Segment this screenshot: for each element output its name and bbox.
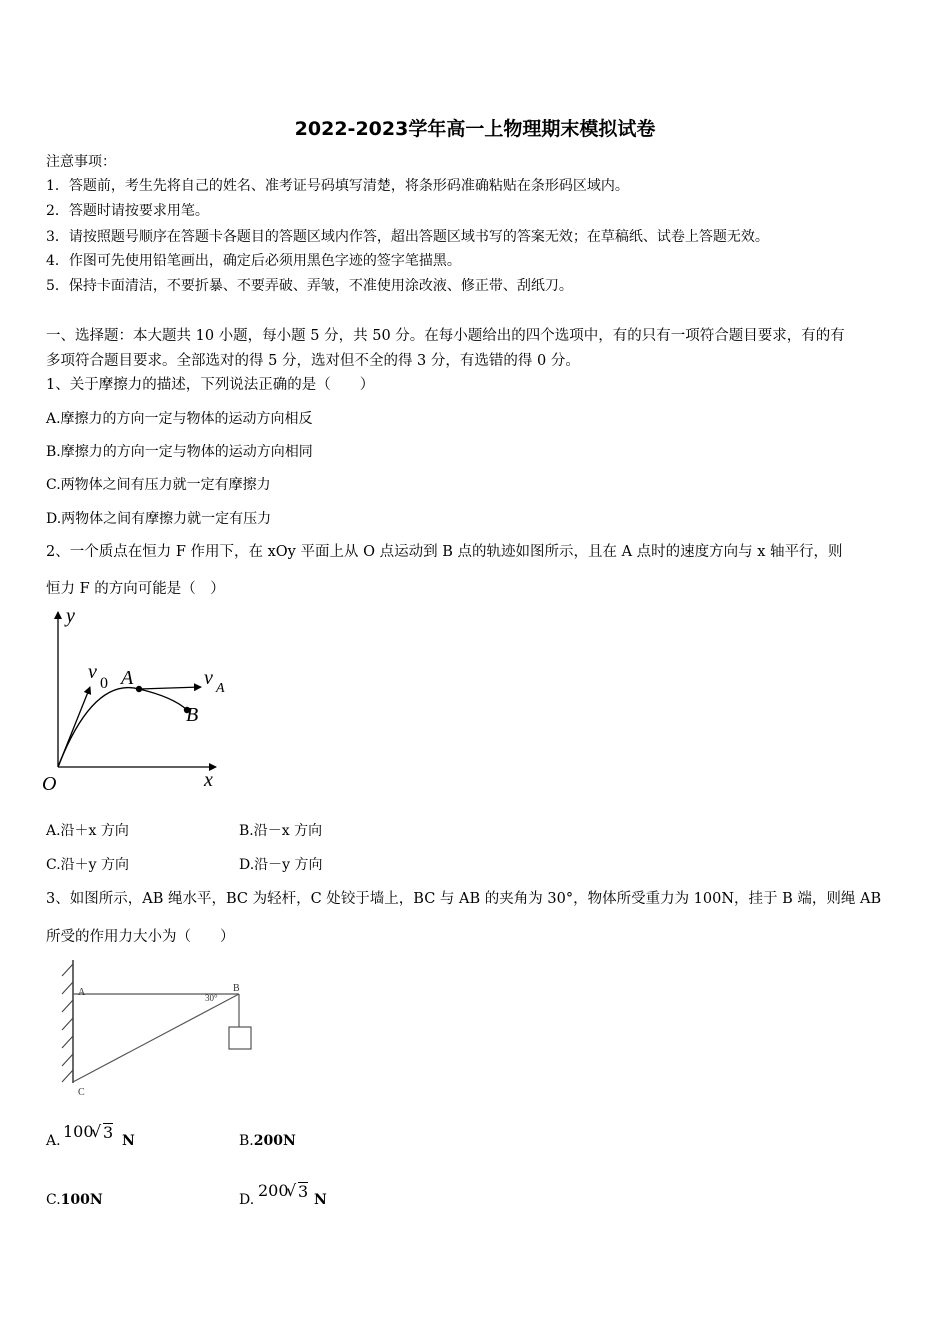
option-value: 200N bbox=[253, 1133, 296, 1149]
weight-block bbox=[229, 1027, 251, 1049]
v0-subscript: 0 bbox=[100, 675, 108, 692]
option-letter: D. bbox=[239, 1192, 255, 1208]
vA-subscript: A bbox=[216, 681, 225, 696]
label-b: B bbox=[233, 983, 240, 994]
q2-option-d: D.沿－y 方向 bbox=[239, 857, 323, 873]
q3-option-c bbox=[46, 1191, 103, 1209]
radicand: 3 bbox=[298, 1182, 309, 1201]
option-letter: C. bbox=[46, 1192, 61, 1208]
notice-item: 2．答题时请按要求用笔。 bbox=[46, 203, 209, 219]
notice-item: 4．作图可先使用铅笔画出，确定后必须用黑色字迹的签字笔描黑。 bbox=[46, 253, 461, 269]
q2-option-a: A.沿＋x 方向 bbox=[46, 823, 129, 839]
notice-item: 1．答题前，考生先将自己的姓名、准考证号码填写清楚，将条形码准确粘贴在条形码区域内。 bbox=[46, 178, 629, 194]
sqrt-symbol: √ bbox=[91, 1122, 102, 1141]
q2-option-c: C.沿＋y 方向 bbox=[46, 857, 130, 873]
b-label: B bbox=[186, 704, 199, 726]
option-coefficient: 200 bbox=[258, 1181, 289, 1200]
option-unit: N bbox=[314, 1192, 327, 1208]
v0-label: v bbox=[88, 661, 97, 683]
radicand: 3 bbox=[103, 1123, 114, 1142]
trajectory-curve bbox=[58, 688, 187, 767]
wall-hatching bbox=[62, 964, 73, 1082]
q1-option-d: D.两物体之间有摩擦力就一定有压力 bbox=[46, 511, 272, 527]
q1-option-a: A.摩擦力的方向一定与物体的运动方向相反 bbox=[46, 411, 313, 427]
rod-bc bbox=[73, 994, 239, 1082]
y-label: y bbox=[66, 605, 75, 627]
vA-label: v bbox=[204, 667, 213, 689]
question-2-stem: 恒力 F 的方向可能是（ ） bbox=[46, 581, 225, 597]
a-label: A bbox=[121, 667, 134, 689]
label-a: A bbox=[78, 987, 86, 998]
origin-label: O bbox=[42, 773, 57, 795]
notice-item: 5．保持卡面清洁，不要折暴、不要弄破、弄皱，不准使用涂改液、修正带、刮纸刀。 bbox=[46, 278, 573, 294]
notice-heading: 注意事项： bbox=[46, 154, 116, 170]
q1-option-c: C.两物体之间有压力就一定有摩擦力 bbox=[46, 477, 271, 493]
option-value: 100N bbox=[60, 1192, 103, 1208]
section-intro: 多项符合题目要求。全部选对的得 5 分，选对但不全的得 3 分，有选错的得 0 分。 bbox=[46, 353, 580, 369]
page-title: 2022-2023学年高一上物理期末模拟试卷 bbox=[294, 118, 656, 140]
vA-arrow bbox=[139, 687, 201, 689]
question-1-stem: 1、关于摩擦力的描述，下列说法正确的是（ ） bbox=[46, 377, 375, 393]
q1-option-b: B.摩擦力的方向一定与物体的运动方向相同 bbox=[46, 444, 313, 460]
sqrt-symbol: √ bbox=[286, 1181, 297, 1200]
point-a bbox=[136, 686, 142, 692]
option-coefficient: 100 bbox=[63, 1122, 94, 1141]
trajectory-figure bbox=[38, 602, 238, 802]
x-label: x bbox=[204, 769, 213, 791]
label-c: C bbox=[78, 1087, 85, 1098]
question-3-stem: 3、如图所示，AB 绳水平，BC 为轻杆，C 处铰于墙上，BC 与 AB 的夹角为 30°，物体所受重力为 100N，挂于 B 端，则绳 AB bbox=[46, 891, 882, 907]
rope-rod-figure bbox=[50, 958, 265, 1103]
option-letter: B. bbox=[239, 1133, 254, 1149]
section-intro: 一、选择题：本大题共 10 小题，每小题 5 分，共 50 分。在每小题给出的四个选项中，有的只有一项符合题目要求，有的有 bbox=[46, 328, 845, 344]
option-letter: A. bbox=[46, 1133, 61, 1149]
q3-option-b bbox=[239, 1132, 296, 1150]
q2-option-b: B.沿－x 方向 bbox=[239, 823, 323, 839]
question-3-stem: 所受的作用力大小为（ ） bbox=[46, 929, 235, 945]
angle-label: 30° bbox=[205, 993, 218, 1003]
question-2-stem: 2、一个质点在恒力 F 作用下，在 xOy 平面上从 O 点运动到 B 点的轨迹如图所示，且在 A 点时的速度方向与 x 轴平行，则 bbox=[46, 544, 843, 560]
notice-item: 3．请按照题号顺序在答题卡各题目的答题区域内作答，超出答题区域书写的答案无效；在草稿纸、试卷上答题无效。 bbox=[46, 229, 769, 245]
option-unit: N bbox=[122, 1133, 135, 1149]
